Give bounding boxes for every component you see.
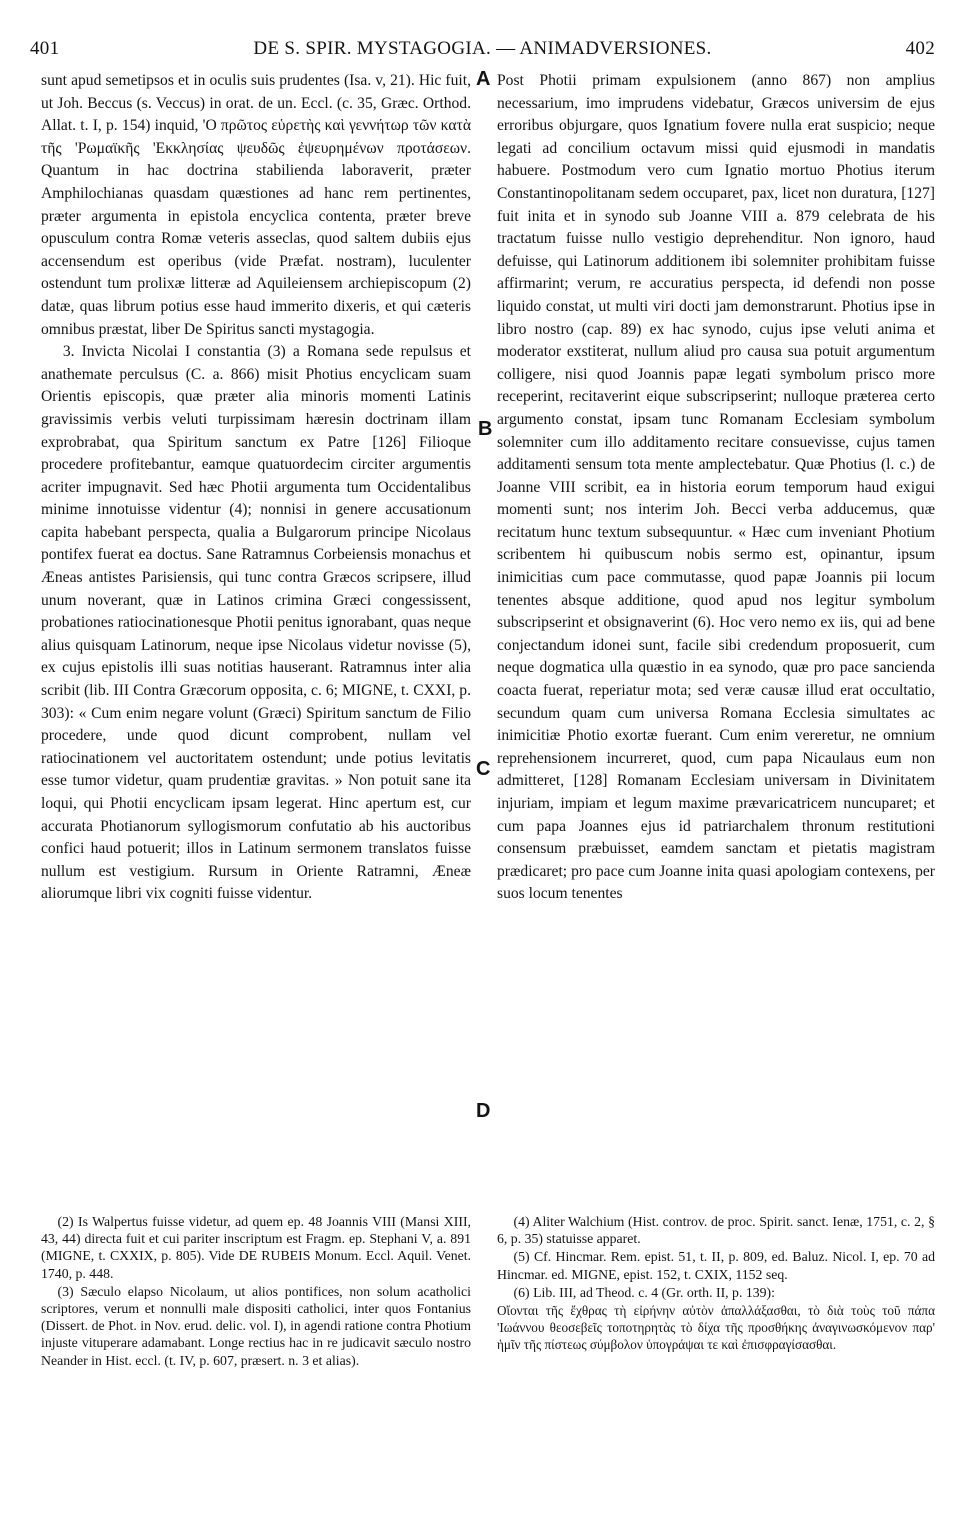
page-number-left: 401 xyxy=(30,38,60,59)
section-marker-b: B xyxy=(478,418,493,440)
footnote-6-greek-quote: Οἴονται τῆς ἔχθρας τὴ εἰρήνην αὐτὸν ἀπαλλάξασθαι, τὸ διὰ τοὺς τοῦ πάπα 'Ιωάννου θεοσεβεῖς τοποτηρητὰς τὸ δίχα τῆς προσθήκης ἀναγινωσκόμενον παρ' ἡμῖν τῆς πίστεως σύμβολον ὑπογράψαι τε καὶ ἐπισφραγίσασθαι. xyxy=(497,1303,935,1353)
footnote-4: (4) Aliter Walchium (Hist. controv. de proc. Spirit. sanct. Ienæ, 1751, c. 2, § 6, p. 35) statuisse apparet. xyxy=(497,1214,935,1247)
footnote-2: (2) Is Walpertus fuisse videtur, ad quem ep. 48 Joannis VIII (Mansi XIII, 43, 44) directa fuit et cui pariter inscriptum est Fragm. ep. Stephani V, a. 891 (MIGNE, t. CXXIX, p. 805). Vide DE RUBEIS Monum. Eccl. Aquil. Venet. 1740, p. 448. xyxy=(41,1214,471,1281)
running-title: DE S. SPIR. MYSTAGOGIA. — ANIMADVERSIONES. xyxy=(253,38,712,59)
right-paragraph-1: Post Photii primam expulsionem (anno 867) non amplius necessarium, imo imprudens videbatur, Græcos universim de ejus erroribus objurgare, quos Ignatium fovere nulla erat suspicio; neque legati ad concilium octavum missi quid ejusmodi in mandatis habuere. Postmodum vero cum Ignatio mortuo Photius iterum Constantinopolitanam sedem occuparet, pax, licet non duratura, [127] fuit inita et in synodo sub Joanne VIII a. 879 celebrata de his tractatum fuisse nullo vestigio deprehenditur. Non ignoro, haud defuisse, qui Latinorum additionem ibi solemniter prohibitam fuisse affirmarint; verum, re accuratius perspecta, id defendi non posse liquido constat, ut multi viri docti jam demonstrarunt. Photius ipse in libro nostro (cap. 89) ex hac synodo, cujus ipse veluti anima et moderator exstiterat, nullum aliud pro causa sua potuit argumentum colligere, nisi quod Joannis papæ legati symbolum prisco more receperint, recitaverint eique subscripserint; nulloque præterea certo argumento constat, ipsam tunc Romanam Ecclesiam symbolum solemniter cum illo additamento recitare consuevisse, cujus tamen additamenti sensum tota mente amplectebatur. Quæ Photius (l. c.) de Joanne VIII scribit, ea in historia eorum temporum haud exigui momenti sunt; nos interim Joh. Becci verba adducemus, quæ recitatum hunc textum subsequuntur. « Hæc cum inveniant Photium scribentem hi quibuscum nobis sermo est, opinantur, ipsum inimicitias cum pace commutasse, quod papæ Joannis pii locum tenentes absque additione, quod apud nos legitur symbolum subscripserint et obsignaverint (6). Hoc vero nemo ex iis, qui ad bene conjectandum idonei sunt, facile sibi credendum proposuerit, cum neque dogmatica ulla quæstio in ea synodo, quæ pro pace sancienda coacta fuerat, reperiatur mota; sed veræ causæ illud erat occultatio, secundum quam cum universa Romana Ecclesia simultates ac inimicitiæ Photio exortæ fuerant. Cum enim vereretur, ne omnium reprehensionem incurreret, quod, cum papa Nicaulaus eum non admitteret, [128] Romanam Ecclesiam universam in Divinitatem injuriam, impiam et legum maxime prævaricatricem nuncuparet; et cum papa Joannes ejus id patriarchalem thronum restitutioni consensum præbuisset, eamdem sanctam et pietatis magistram prædicaret; pro pace cum Joanne inita quasi apologiam contexens, per suos locum tenentes xyxy=(497,72,935,903)
left-column xyxy=(41,70,471,906)
footnote-5: (5) Cf. Hincmar. Rem. epist. 51, t. II, p. 809, ed. Baluz. Nicol. I, ep. 70 ad Hincmar. ed. MIGNE, epist. 152, t. CXIX, 1152 seq. xyxy=(497,1249,935,1282)
left-paragraph-1: sunt apud semetipsos et in oculis suis prudentes (Isa. v, 21). Hic fuit, ut Joh. Beccus (s. Veccus) in orat. de un. Eccl. (c. 35, Græc. Orthod. Allat. t. I, p. 154) inquid, 'Ο πρῶτος εὑρετὴς καὶ γεννήτωρ τῶν κατὰ τῆς 'Ρωμαϊκῆς 'Εκκλησίας ψευδῶς ἐψευρημένων προτάσεων. Quantum in hac doctrina stabilienda laboraverit, præter Amphilochianas quasdam quæstiones ad hanc rem pertinentes, præter argumenta in epistola encyclica contenta, præter breve opusculum contra Romæ veteris asseclas, quod saltem dubiis ejus accensendum est operibus (vide Præfat. nostram), luculenter ostendunt tum prolixæ litteræ ad Aquileiensem archiepiscopum (2) datæ, quas librum potius esse haud immerito dixeris, et qui cæteris omnibus præstat, liber De Spiritus sancti mystagogia. xyxy=(41,72,471,338)
running-header xyxy=(30,38,935,66)
left-paragraph-2: 3. Invicta Nicolai I constantia (3) a Romana sede repulsus et anathemate perculsus (C. a. 866) misit Photius encyclicam suam Orientis episcopis, quæ præter alia minoris momenti Latinis gravissimis verbis veluti turpissimam hæresin doctrinam illam exprobrabat, qua Spiritum sanctum ex Patre [126] Filioque procedere profitebantur, eamque quatuordecim circiter argumentis acriter impugnavit. Sed hæc Photii argumenta tum Occidentalibus minime innotuisse videntur (4); nonnisi in genere accusationum capita habebant perspecta, qualia a Bulgarorum principe Nicolaus pontifex fuerat ea doctus. Sane Ratramnus Corbeiensis monachus et Æneas antistes Parisiensis, qui tunc contra Græcos scripsere, illud unum noverant, quæ in Latinos crimina Græci congessissent, probationes ratiocinationesque Photii penitus ignorabant, quas neque alius quisquam Latinorum, neque ipse Nicolaus videtur novisse (5), ex cujus epistolis illi suas notitias hauserant. Ratramnus inter alia scribit (lib. III Contra Græcorum opposita, c. 6; MIGNE, t. CXXI, p. 303): « Cum enim negare volunt (Græci) Spiritum sanctum de Filio procedere, unde quod dicunt comprobent, nullam vel ratiocinationem vel auctoritatem ostendunt; unde potius levitatis esse tumor videtur, quam prudentiæ gravitas. » Non potuit sane ita loqui, qui Photii encyclicam ipsam legerat. Hinc apertum est, cur accurata Photianorum syllogismorum confutatio ab his auctoribus confici haud potuerit; illos in Latinum sermonem translatos fuisse nullum est vestigium. Rursum in Oriente Ratramni, Æneæ aliorumque libri vix cogniti fuisse videntur. xyxy=(41,343,471,903)
page-number-right: 402 xyxy=(905,38,935,59)
footnotes-left xyxy=(41,1213,471,1370)
footnote-6: (6) Lib. III, ad Theod. c. 4 (Gr. orth. II, p. 139): xyxy=(513,1284,775,1300)
footnotes-right xyxy=(497,1213,935,1355)
section-marker-c: C xyxy=(476,758,491,780)
right-column xyxy=(497,70,935,906)
section-marker-a: A xyxy=(476,68,491,90)
section-marker-d: D xyxy=(476,1100,491,1122)
footnote-3: (3) Sæculo elapso Nicolaum, ut alios pontifices, non solum acatholici scriptores, verum et nonnulli male dispositi catholici, inter quos Fontanius (Dissert. de Phot. in Nov. erud. delic. vol. I), in agendi ratione contra Photium injuste vituperare adamabant. Longe rectius hac in re judicavit sæculo nostro Neander in Hist. eccl. (t. IV, p. 607, præsert. n. 3 et alias). xyxy=(41,1283,471,1368)
